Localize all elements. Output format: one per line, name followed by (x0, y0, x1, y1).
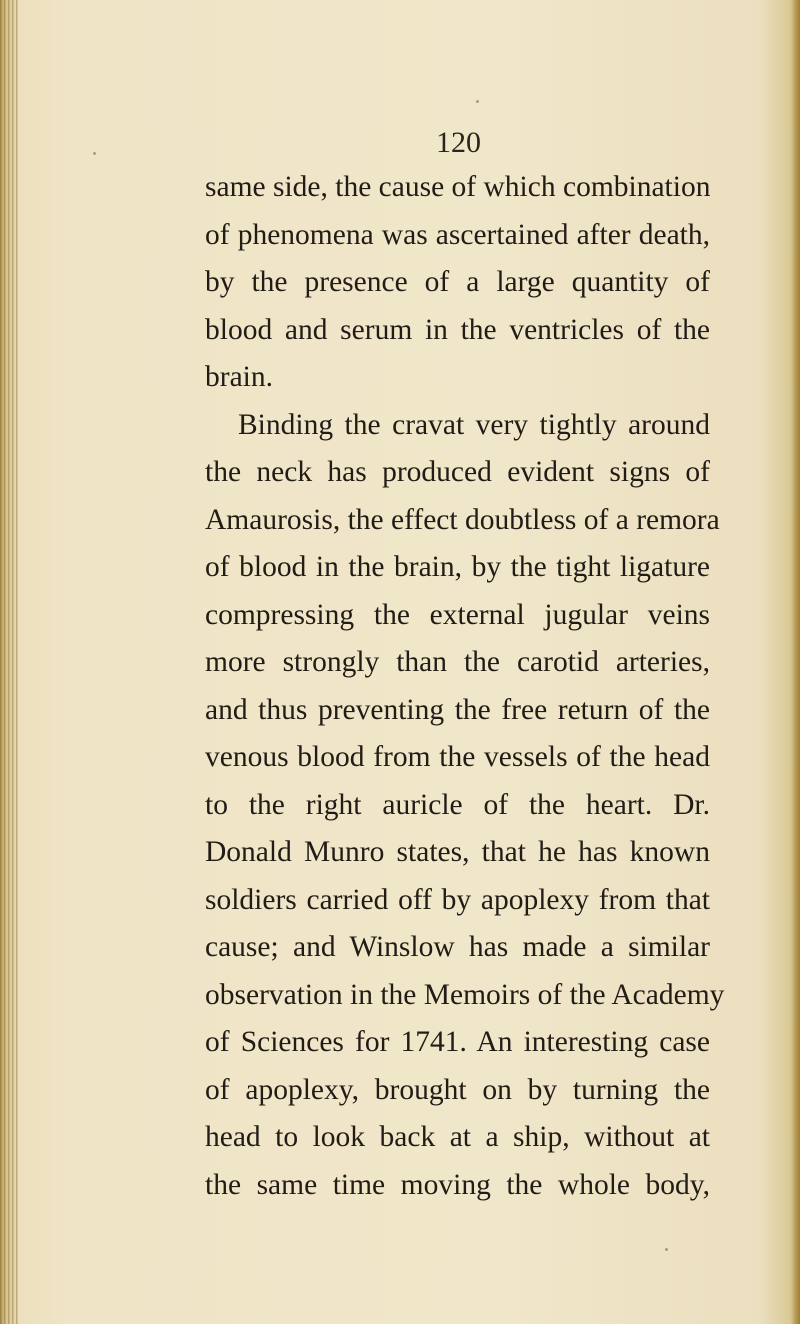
text-line: Donald Munro states, that he has known (205, 836, 710, 868)
text-line: soldiers carried off by apoplexy from that (205, 883, 710, 916)
paper-speck (93, 152, 96, 155)
text-line: same side, the cause of which combination (205, 171, 711, 203)
page-number: 120 (436, 126, 481, 159)
text-line: Binding the cravat very tightly around (238, 408, 710, 441)
text-line: Amaurosis, the effect doubtless of a remora (205, 503, 720, 536)
text-line: observation in the Memoirs of the Academy (205, 978, 725, 1011)
text-line: cause; and Winslow has made a similar (205, 931, 710, 963)
text-line: the neck has produced evident signs of (205, 456, 710, 488)
paper-speck (476, 100, 479, 103)
text-line: of phenomena was ascertained after death, (205, 218, 710, 251)
text-line: of apoplexy, brought on by turning the (205, 1073, 710, 1106)
text-line: and thus preventing the free return of the (205, 693, 710, 726)
text-line: brain. (205, 361, 273, 393)
body-text (205, 164, 725, 1209)
text-line: blood and serum in the ventricles of the (205, 313, 710, 346)
text-line: of Sciences for 1741. An interesting case (205, 1026, 710, 1058)
text-line: to the right auricle of the heart. Dr. (205, 788, 710, 821)
paper-speck (665, 1248, 668, 1251)
text-line: of blood in the brain, by the tight ligature (205, 551, 710, 583)
text-line: venous blood from the vessels of the head (205, 741, 710, 773)
text-line: head to look back at a ship, without at (205, 1121, 710, 1153)
text-line: more strongly than the carotid arteries, (205, 646, 710, 678)
page-right-edge (790, 0, 800, 1324)
text-line: the same time moving the whole body, (205, 1168, 710, 1201)
page-binding-edge (0, 0, 18, 1324)
text-line: by the presence of a large quantity of (205, 266, 710, 298)
text-line: compressing the external jugular veins (205, 598, 710, 631)
